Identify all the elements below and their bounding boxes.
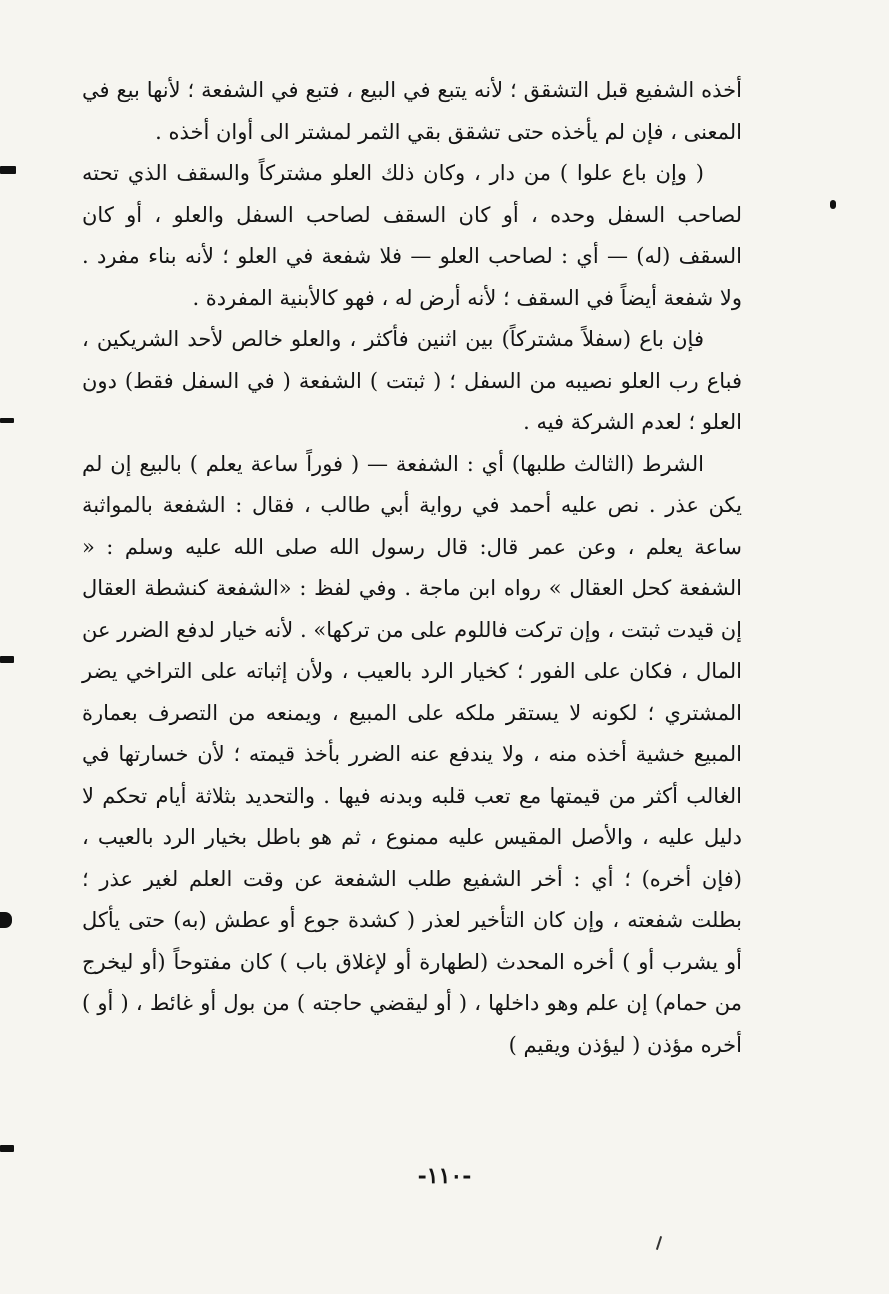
paragraph-1: أخذه الشفيع قبل التشقق ؛ لأنه يتبع في البيع ، فتبع في الشفعة ؛ لأنها بيع في المعنى ، فإن لم يأخذه حتى تشقق بقي الثمر لمشتر الى أوان أخذه .: [82, 78, 742, 144]
paragraph-4: الشرط (الثالث طلبها) أي : الشفعة — ( فوراً ساعة يعلم ) بالبيع إن لم يكن عذر . نص عليه أحمد في رواية أبي طالب ، فقال : الشفعة بالمواثبة ساعة يعلم ، وعن عمر قال: قال رسول الله صلى الله عليه وسلم : « الشفعة كحل العقال » رواه ابن ماجة . وفي لفظ : «الشفعة كنشطة العقال إن قيدت ثبتت ، وإن تركت فاللوم على من تركها» . لأنه خيار لدفع الضرر عن المال ، فكان على الفور ؛ كخيار الرد بالعيب ، ولأن إثباته على التراخي يضر المشتري ؛ لكونه لا يستقر ملكه على المبيع ، ويمنعه من التصرف بعمارة المبيع خشية أخذه منه ، ولا يندفع عنه الضرر بأخذ قيمته ؛ لأن خسارتها في الغالب أكثر من قيمتها مع تعب قلبه وبدنه فيها . والتحديد بثلاثة أيام تحكم لا دليل عليه ، والأصل المقيس عليه ممنوع ، ثم هو باطل بخيار الرد بالعيب ، (فإن أخره) ؛ أي : أخر الشفيع طلب الشفعة عن وقت العلم لغير عذر ؛ بطلت شفعته ، وإن كان التأخير لعذر ( كشدة جوع أو عطش (به) حتى يأكل أو يشرب أو ) أخره المحدث (لطهارة أو لإغلاق باب ) كان مفتوحاً (أو ليخرج من حمام) إن علم وهو داخلها ، ( أو ليقضي حاجته ) من بول أو غائط ، ( أو ) أخره مؤذن ( ليؤذن ويقيم ): [82, 451, 742, 1057]
scan-mark: [0, 418, 14, 423]
scan-mark: [0, 912, 12, 928]
page-number: -١١٠-: [417, 1163, 472, 1189]
scan-mark: [0, 656, 14, 663]
scan-mark: [830, 200, 836, 209]
paragraph-3: فإن باع (سفلاً مشتركاً) بين اثنين فأكثر ، والعلو خالص لأحد الشريكين ، فباع رب العلو نصيبه من السفل ؛ ( ثبتت ) الشفعة ( في السفل فقط) دون العلو ؛ لعدم الشركة فيه .: [82, 327, 742, 434]
scan-mark: [0, 166, 16, 174]
paragraph-2: ( وإن باع علوا ) من دار ، وكان ذلك العلو مشتركاً والسقف الذي تحته لصاحب السفل وحده ، أو كان السقف لصاحب السفل والعلو ، أو كان السقف (له) — أي : لصاحب العلو — فلا شفعة في العلو ؛ لأنه بناء مفرد . ولا شفعة أيضاً في السقف ؛ لأنه أرض له ، فهو كالأبنية المفردة .: [82, 161, 742, 310]
scan-mark: [0, 1145, 14, 1152]
body-text: [82, 70, 742, 1066]
scan-mark: [656, 1236, 662, 1250]
